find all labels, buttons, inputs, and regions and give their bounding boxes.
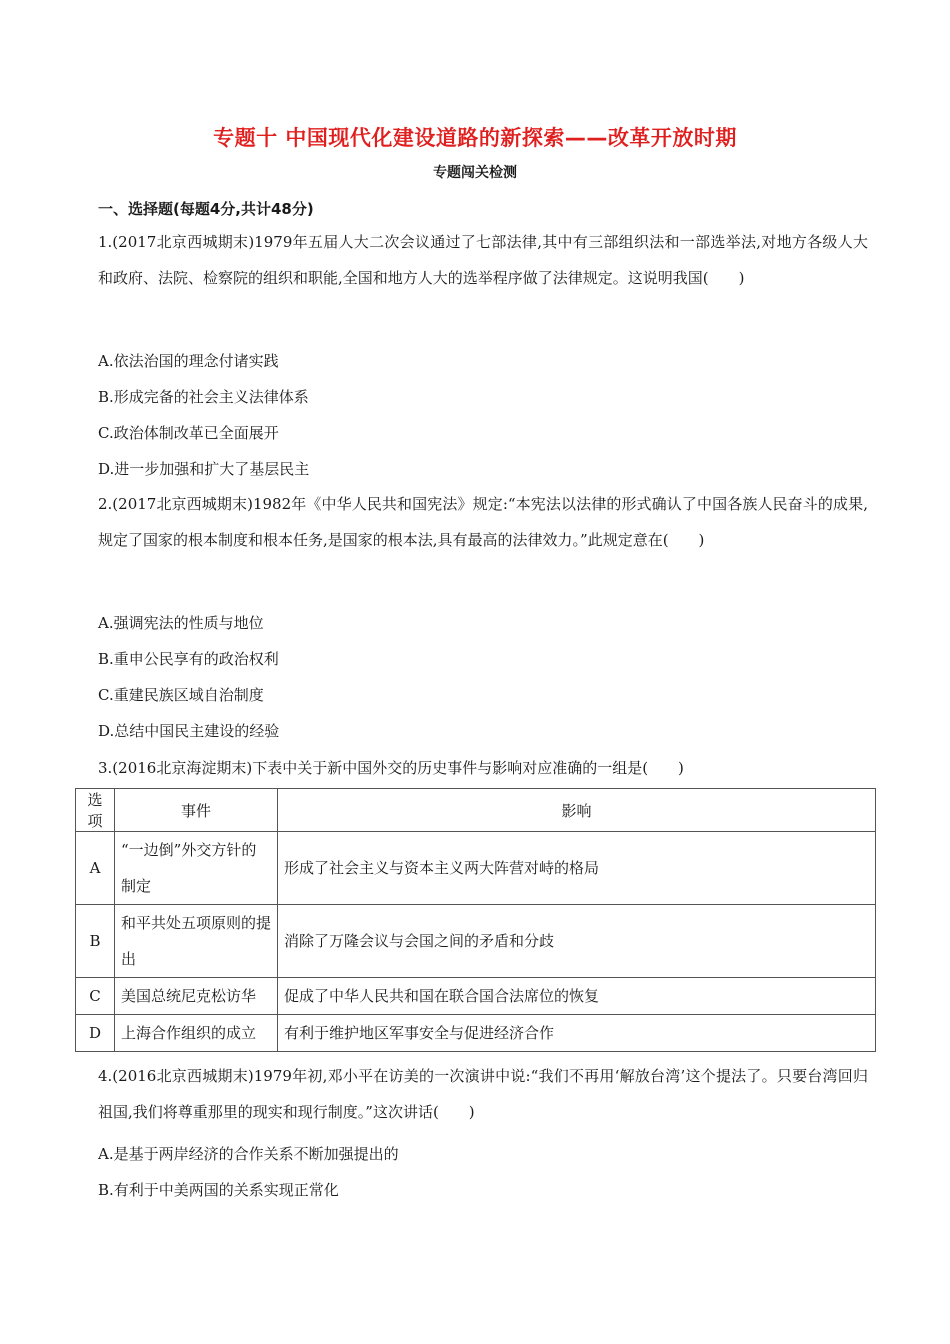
table-header-row	[76, 789, 876, 832]
table-row	[76, 905, 876, 978]
table-header-impact: 影响	[278, 789, 876, 832]
question-1-option-a: A.依法治国的理念付诸实践	[98, 352, 279, 370]
question-2-option-d: D.总结中国民主建设的经验	[98, 722, 280, 740]
question-1-option-b: B.形成完备的社会主义法律体系	[98, 388, 309, 406]
table-cell-impact: 消除了万隆会议与会国之间的矛盾和分歧	[278, 905, 876, 978]
document-subtitle: 专题闯关检测	[433, 165, 517, 181]
question-2-option-a: A.强调宪法的性质与地位	[98, 614, 264, 632]
question-1-option-d: D.进一步加强和扩大了基层民主	[98, 460, 310, 478]
question-4-option-b: B.有利于中美两国的关系实现正常化	[98, 1181, 339, 1199]
table-header-option: 选项	[76, 789, 115, 832]
table-cell-impact: 形成了社会主义与资本主义两大阵营对峙的格局	[278, 832, 876, 905]
table-cell-event: 上海合作组织的成立	[115, 1015, 278, 1052]
table-cell-option: C	[76, 978, 115, 1015]
table-cell-event: 和平共处五项原则的提出	[115, 905, 278, 978]
question-2-option-b: B.重申公民享有的政治权利	[98, 650, 279, 668]
question-4-stem: 4.(2016北京西城期末)1979年初,邓小平在访美的一次演讲中说:“我们不再用‘解放台湾’这个提法了。只要台湾回归祖国,我们将尊重那里的现实和现行制度。”这次讲话( )	[98, 1067, 868, 1121]
table-row	[76, 832, 876, 905]
table-cell-option: A	[76, 832, 115, 905]
question-1-stem: 1.(2017北京西城期末)1979年五届人大二次会议通过了七部法律,其中有三部组织法和一部选举法,对地方各级人大和政府、法院、检察院的组织和职能,全国和地方人大的选举程序做了法律规定。这说明我国( )	[98, 233, 868, 287]
table-cell-event: “一边倒”外交方针的制定	[115, 832, 278, 905]
table-cell-option: B	[76, 905, 115, 978]
question-2-stem: 2.(2017北京西城期末)1982年《中华人民共和国宪法》规定:“本宪法以法律的形式确认了中国各族人民奋斗的成果,规定了国家的根本制度和根本任务,是国家的根本法,具有最高的法律效力。”此规定意在( )	[98, 495, 868, 549]
question-3-table	[75, 788, 876, 1052]
question-3-stem: 3.(2016北京海淀期末)下表中关于新中国外交的历史事件与影响对应准确的一组是( )	[98, 759, 684, 777]
table-cell-event: 美国总统尼克松访华	[115, 978, 278, 1015]
question-4-option-a: A.是基于两岸经济的合作关系不断加强提出的	[98, 1145, 399, 1163]
table-row	[76, 978, 876, 1015]
table-cell-impact: 促成了中华人民共和国在联合国合法席位的恢复	[278, 978, 876, 1015]
table-row	[76, 1015, 876, 1052]
table-header-event: 事件	[115, 789, 278, 832]
question-1-option-c: C.政治体制改革已全面展开	[98, 424, 279, 442]
document-title: 专题十 中国现代化建设道路的新探索——改革开放时期	[213, 126, 737, 150]
section-heading: 一、选择题(每题4分,共计48分)	[98, 200, 314, 218]
table-cell-option: D	[76, 1015, 115, 1052]
question-2-option-c: C.重建民族区域自治制度	[98, 686, 264, 704]
table-cell-impact: 有利于维护地区军事安全与促进经济合作	[278, 1015, 876, 1052]
